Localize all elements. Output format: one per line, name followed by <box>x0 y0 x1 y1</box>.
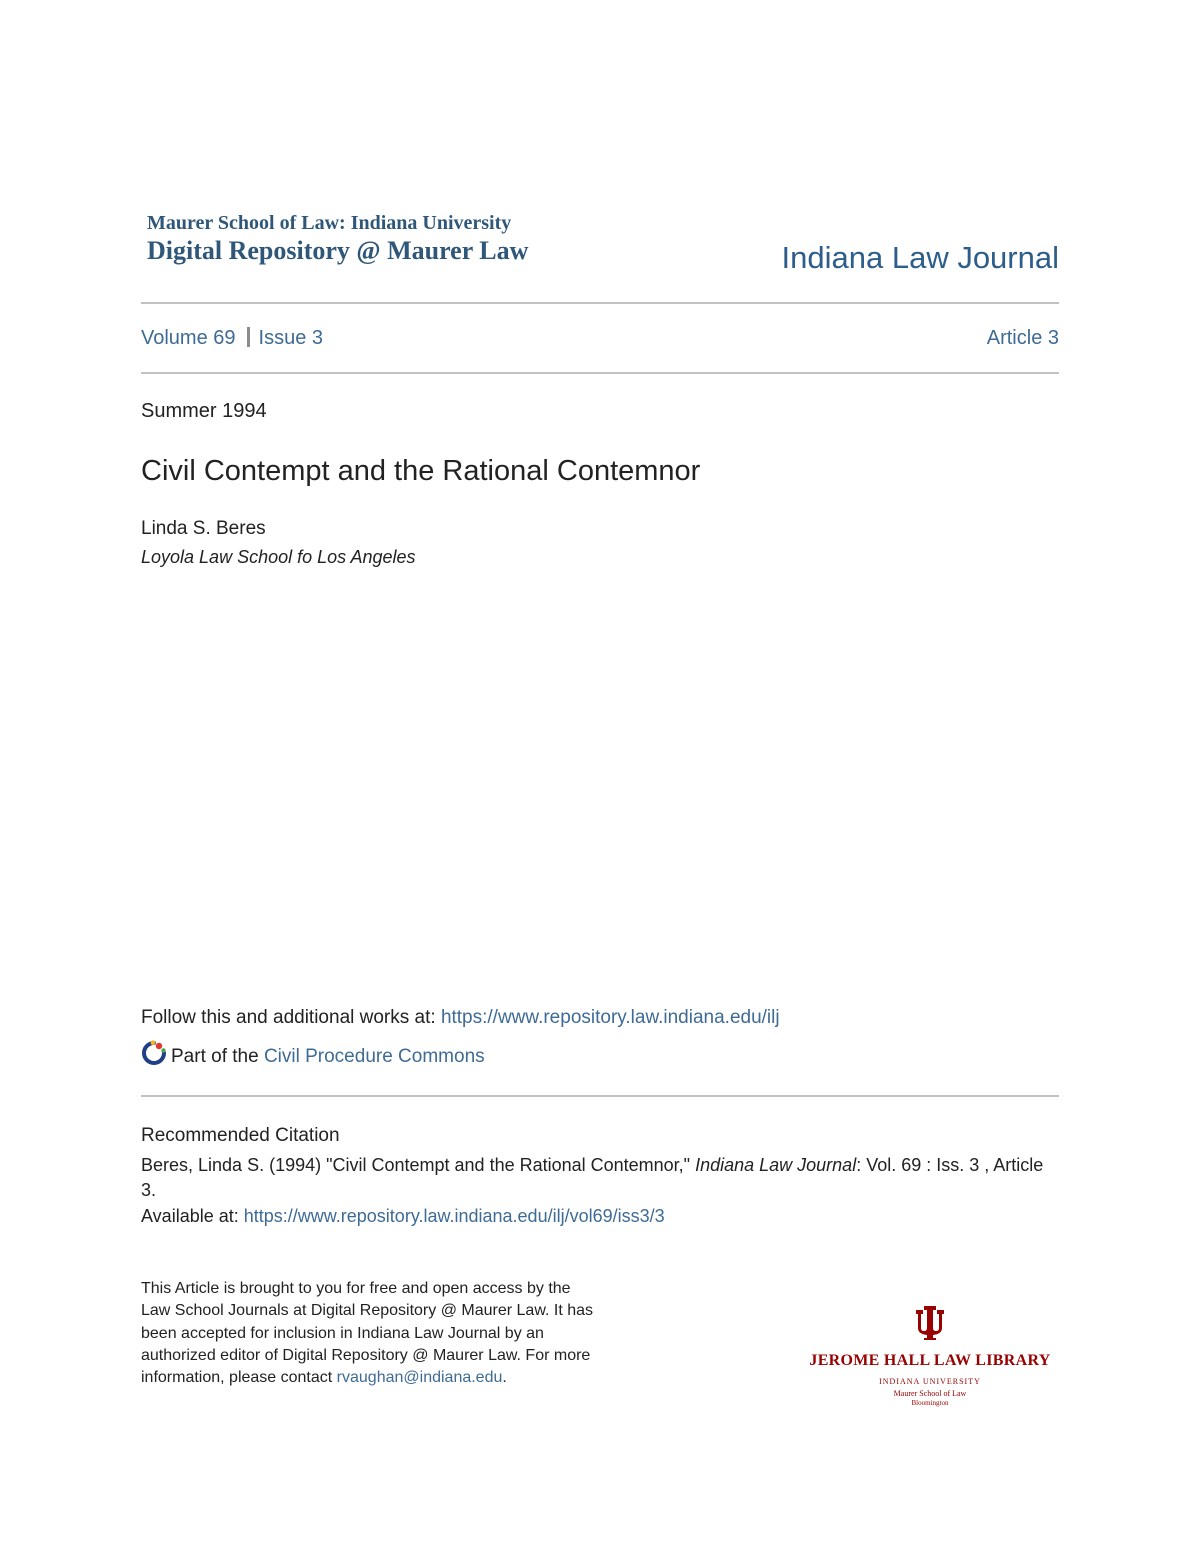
available-at-line <box>141 1206 665 1227</box>
volume-link[interactable]: Volume 69 <box>141 327 236 349</box>
citation-text <box>141 1153 1061 1203</box>
jerome-hall-library-logo[interactable] <box>790 1300 1070 1420</box>
commons-network-icon <box>141 1040 167 1066</box>
volume-issue-separator <box>247 327 250 347</box>
contact-email-link[interactable]: rvaughan@indiana.edu <box>336 1369 503 1387</box>
citation-divider <box>141 1095 1059 1097</box>
follow-url-link[interactable]: https://www.repository.law.indiana.edu/ilj <box>440 1007 780 1028</box>
civil-procedure-commons-link[interactable]: Civil Procedure Commons <box>263 1046 485 1067</box>
citation-text-after: : Vol. 69 : Iss. 3 , Article 3. <box>141 1155 1044 1200</box>
repository-title[interactable]: Digital Repository @ Maurer Law <box>147 236 529 265</box>
iu-trident-icon <box>915 1304 945 1340</box>
publication-date: Summer 1994 <box>141 400 267 422</box>
issue-link[interactable]: Issue 3 <box>258 327 323 349</box>
issue-divider <box>141 372 1059 374</box>
follow-prefix: Follow this and additional works at: <box>141 1007 441 1028</box>
part-of-line <box>141 1040 485 1068</box>
article-title[interactable]: Civil Contempt and the Rational Contemnor <box>141 455 701 487</box>
open-access-notice <box>141 1278 601 1389</box>
header-divider <box>141 302 1059 304</box>
library-location: Bloomington <box>911 1399 949 1407</box>
article-link[interactable]: Article 3 <box>986 327 1059 349</box>
journal-title[interactable]: Indiana Law Journal <box>781 240 1059 275</box>
library-school: Maurer School of Law <box>893 1389 967 1398</box>
available-prefix: Available at: <box>141 1206 244 1226</box>
library-name: JEROME HALL LAW LIBRARY <box>809 1352 1051 1369</box>
notice-end: . <box>502 1369 507 1387</box>
author-name: Linda S. Beres <box>141 518 266 539</box>
repository-subtitle: Maurer School of Law: Indiana University <box>147 212 512 234</box>
follow-line <box>141 1007 780 1029</box>
recommended-citation-heading: Recommended Citation <box>141 1125 340 1146</box>
author-affiliation: Loyola Law School fo Los Angeles <box>141 547 416 567</box>
citation-journal: Indiana Law Journal <box>695 1155 857 1175</box>
article-number <box>987 327 1059 350</box>
article-url-link[interactable]: https://www.repository.law.indiana.edu/ilj/vol69/iss3/3 <box>243 1206 665 1226</box>
volume-issue-row <box>141 327 323 350</box>
citation-text-before: Beres, Linda S. (1994) "Civil Contempt and the Rational Contemnor," <box>141 1155 696 1175</box>
notice-text: This Article is brought to you for free and open access by the Law School Journals at Digital Repository @ Maurer Law. It has been accepted for inclusion in Indiana Law Journal by an authorized editor of Digital Repository @ Maurer Law. For more information, please contact <box>141 1280 594 1387</box>
part-of-prefix: Part of the <box>171 1046 264 1067</box>
library-university: INDIANA UNIVERSITY <box>879 1377 981 1386</box>
